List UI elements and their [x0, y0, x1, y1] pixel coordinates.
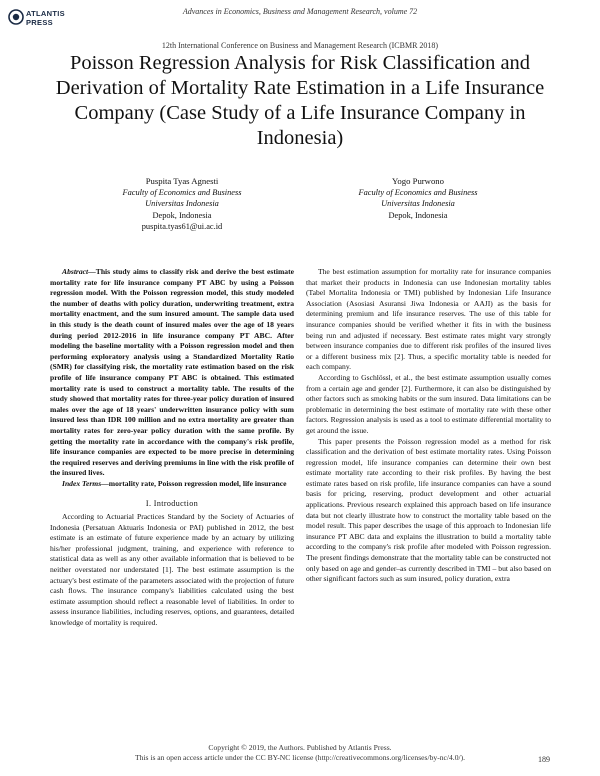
author-name: Yogo Purwono	[392, 176, 444, 186]
abstract-text: —This study aims to classify risk and derive the best estimate mortality rate for life insurance company PT ABC by using a Poisson regression model. With the Poisson regression model, this study modeled the number of deaths with policy duration, underwriting treatment, extra mortality enactment, and the sum insured amount. The sample data used in this study is the death count of insured males over the age of 18 years during period 2012-2016 in life insurance company PT ABC. After modeling the baseline mortality with a Poisson regression model and then performing exploratory analysis using a Standardized Mortality Ratio (SMR) for classifying risk, the mortality rate estimation based on the risk profile of life insurance company PT ABC is obtained. This estimated mortality rate is used to construct a mortality table. The results of the study showed that mortality rates for three-year policy duration of insured males over the age of 18 years' underwritten insurance policy with sum insured less than IDR 100 million and no extra mortality are greater than mortality rates for zero-year policy duration with the same profile. By getting the mortality rate in accordance with the company's risk profile, life insurance companies are expected to be more precise in determining the required reserves and deriving premiums in line with the risk profile of the insured lives.	[50, 267, 294, 478]
paper-title: Poisson Regression Analysis for Risk Classification and Derivation of Mortality Rate Estimation in a Life Insurance Company (Case Study of a Life Insurance Company in Indonesia)	[55, 52, 545, 149]
author-name: Puspita Tyas Agnesti	[145, 176, 219, 186]
page-footer	[0, 743, 600, 763]
paragraph: According to Gschlössl, et al., the best estimate assumption usually comes from a certain age and gender [2]. Furthermore, it can also be distinguished by other factors such as smoking habits or the sum insured. Data limitations can be problematic in determining the best estimate of mortality rate with these other factors. Regression analysis is used as a tool to estimate differential mortality to get around the issue.	[306, 372, 551, 435]
author-faculty: Faculty of Economics and Business	[122, 188, 242, 198]
abstract-label: Abstract	[62, 267, 89, 276]
copyright-notice: Copyright © 2019, the Authors. Published by Atlantis Press.	[208, 743, 392, 752]
author-block	[298, 176, 538, 221]
author-location: Depok, Indonesia	[388, 210, 448, 220]
author-university: Universitas Indonesia	[381, 199, 455, 209]
author-university: Universitas Indonesia	[145, 199, 219, 209]
journal-header: Advances in Economics, Business and Management Research, volume 72	[182, 7, 418, 16]
page-number: 189	[538, 755, 550, 764]
abstract	[50, 267, 294, 479]
index-terms-label: Index Terms	[62, 478, 102, 488]
paragraph: The best estimation assumption for mortality rate for insurance companies that market their products in Indonesia can use Indonesian mortality tables (Tabel Mortalita Indonesia or TMI) published by Indonesian Life Insurance Association (Asosiasi Asuransi Jiwa Indonesia or AAJI) as the basis for determining premium and life insurance reserves. The use of this table for insurance companies should be verified whether it fits in with the business being run and adjusted if necessary. Best estimate rates might vary strongly between insurance companies due to different risk profiles of the insured lives or a different business mix [2]. Thus, a specific mortality table is needed for each company.	[306, 267, 551, 372]
index-terms-text: —mortality rate, Poisson regression model, life insurance	[101, 478, 287, 488]
index-terms	[50, 479, 294, 490]
publisher-name-line2: PRESS	[26, 18, 53, 27]
left-column	[50, 267, 294, 629]
author-location: Depok, Indonesia	[152, 210, 212, 220]
author-email[interactable]: puspita.tyas61@ui.ac.id	[141, 221, 223, 231]
paragraph: According to Actuarial Practices Standard by the Society of Actuaries of Indonesia (Persatuan Aktuaris Indonesia or PAI) published in 2012, the best estimate is an estimate of future experience made by an actuary by utilizing his/her professional judgment, training, and experience with reference to statistical data as well as any other available information that is believed to be neither overstated nor understated [1]. The best estimate assumption is the actuary's best estimate of the parameters associated with the projection of future cash flows. The insurance company's liabilities calculated using the best estimate assumption should reflect a reasonable level of liabilities. In order to assess insurance liabilities, including reserves, options, and guarantees, detailed knowledge of mortality is required.	[50, 512, 294, 627]
author-faculty: Faculty of Economics and Business	[358, 188, 478, 198]
section-heading-introduction: I. Introduction	[145, 499, 199, 509]
paragraph: This paper presents the Poisson regression model as a method for risk classification and the derivation of best estimate mortality rates. Using Poisson regression model, life insurance companies can determine their own best estimate mortality rate according to their risk profiles. By having the best estimate rates based on risk profile, life insurance companies can have a sound basis for pricing, reserving, product development and other actuarial applications. Previous research explained this approach based on life insurance data but not clearly illustrate how to construct the mortality table based on the model result. This paper describes the usage of this approach to Indonesian life insurance PT ABC data and explains the illustration to build a mortality table according to the company's risk profile after modeled with Poisson regression. The present findings demonstrate that the mortality table can be constructed not only based on age and gender–as currently described in TMI – but also based on other significant factors such as sum insured, policy duration, extra	[306, 436, 551, 584]
conference-header: 12th International Conference on Business and Management Research (ICBMR 2018)	[161, 41, 439, 50]
license-notice[interactable]: This is an open access article under the CC BY-NC license (http://creativecommons.org/licenses/by-nc/4.0/).	[134, 753, 466, 762]
right-column	[306, 267, 551, 585]
publisher-name-line1: ATLANTIS	[26, 9, 65, 18]
author-block	[62, 176, 302, 232]
